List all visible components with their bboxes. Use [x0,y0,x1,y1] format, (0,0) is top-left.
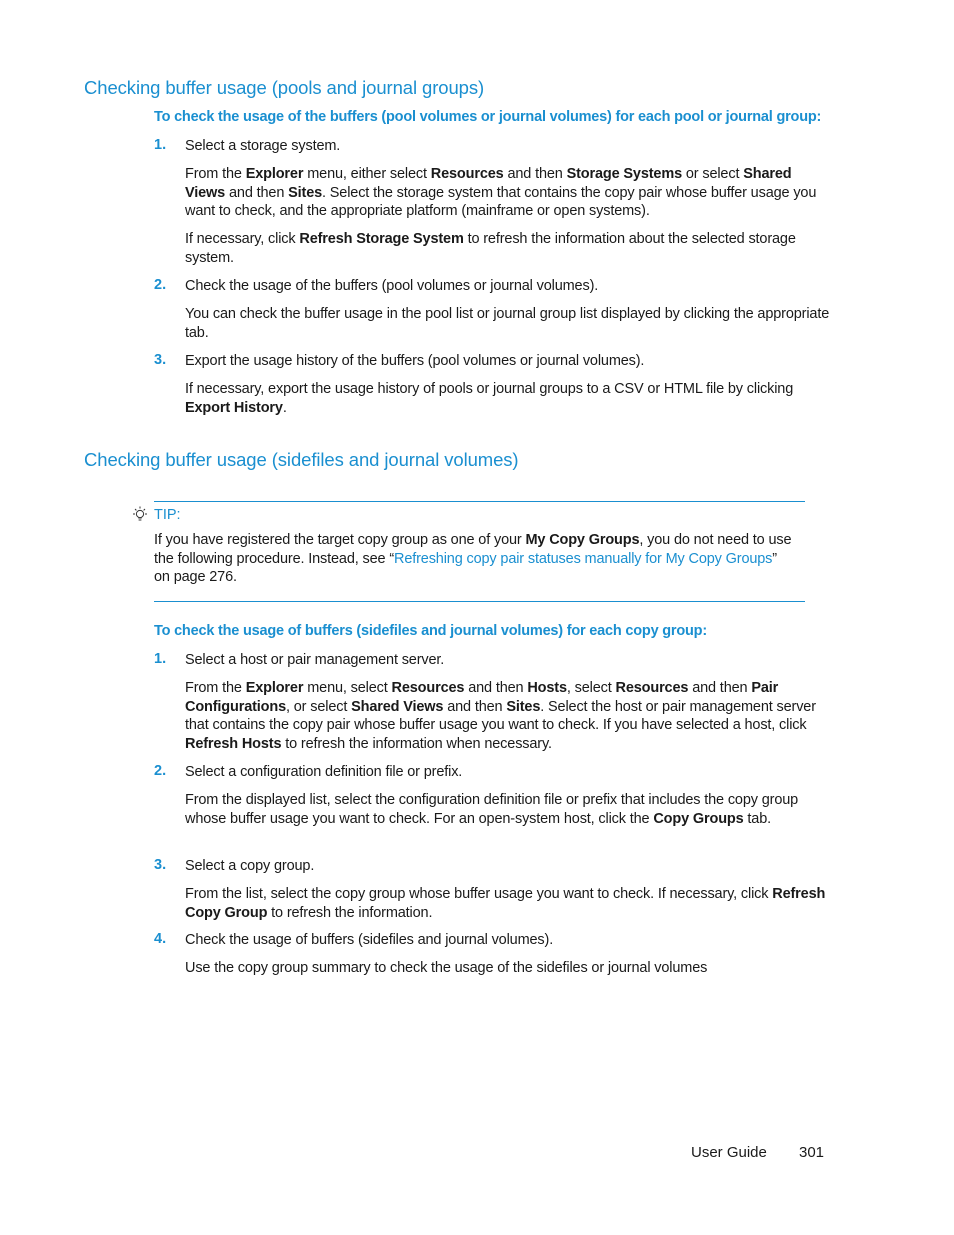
step-detail: From the list, select the copy group whose buffer usage you want to check. If necessary, click Refresh Copy Group to refresh the information. [185,886,826,921]
tip-bottom-rule [154,601,805,602]
tip-text: If you have registered the target copy group as one of your My Copy Groups, you do not need to use the following procedure. Instead, see “Refreshing copy pair statuses manually for My Copy Groups” on page 276. [154,532,792,585]
procedure-title-pools: To check the usage of the buffers (pool volumes or journal volumes) for each pool or journal group: [154,109,822,125]
step-detail: Use the copy group summary to check the usage of the sidefiles or journal volumes [185,960,708,976]
section-heading-pools: Checking buffer usage (pools and journal groups) [84,77,485,98]
step-text: Check the usage of buffers (sidefiles and journal volumes). [185,932,554,948]
step-detail: You can check the buffer usage in the pool list or journal group list displayed by clicking the appropriate tab. [185,306,830,341]
step-detail: From the displayed list, select the configuration definition file or prefix that includes the copy group whose buffer usage you want to check. For an open-system host, click the Copy Groups tab. [185,792,799,827]
step-text: Export the usage history of the buffers (pool volumes or journal volumes). [185,353,645,369]
step-text: Select a configuration definition file or prefix. [185,764,463,780]
page-number: 301 [799,1144,825,1161]
step-text: Select a storage system. [185,138,341,154]
step-number: 2. [154,277,167,293]
step-number: 1. [154,137,167,153]
step-number: 4. [154,931,167,947]
footer-label: User Guide [691,1144,767,1161]
step-text: Select a copy group. [185,858,315,874]
step-detail: From the Explorer menu, select Resources and then Hosts, select Resources and then Pair Configurations, or select Shared Views and then Sites. Select the host or pair management server that contains the copy pair whose buffer usage you want to check. If you have selected a host, click Refresh Hosts to refresh the information when necessary. [185,680,816,752]
procedure-title-sidefiles: To check the usage of buffers (sidefiles and journal volumes) for each copy group: [154,623,707,639]
step-detail: If necessary, export the usage history of pools or journal groups to a CSV or HTML file by clicking Export History. [185,381,794,416]
cross-reference-link[interactable]: Refreshing copy pair statuses manually for My Copy Groups [394,550,773,567]
tip-top-rule [154,501,805,502]
lightbulb-icon [130,505,150,525]
tip-label: TIP: [154,507,181,523]
step-text: Check the usage of the buffers (pool volumes or journal volumes). [185,278,599,294]
step-detail: If necessary, click Refresh Storage System to refresh the information about the selected storage system. [185,231,796,266]
step-number: 3. [154,857,167,873]
step-number: 3. [154,352,167,368]
step-number: 2. [154,763,167,779]
step-detail: From the Explorer menu, either select Resources and then Storage Systems or select Shared Views and then Sites. Select the storage system that contains the copy pair whose buffer usage you want to check, and the appropriate platform (mainframe or open systems). [185,166,817,219]
step-text: Select a host or pair management server. [185,652,445,668]
section-heading-sidefiles: Checking buffer usage (sidefiles and journal volumes) [84,449,519,470]
step-number: 1. [154,651,167,667]
